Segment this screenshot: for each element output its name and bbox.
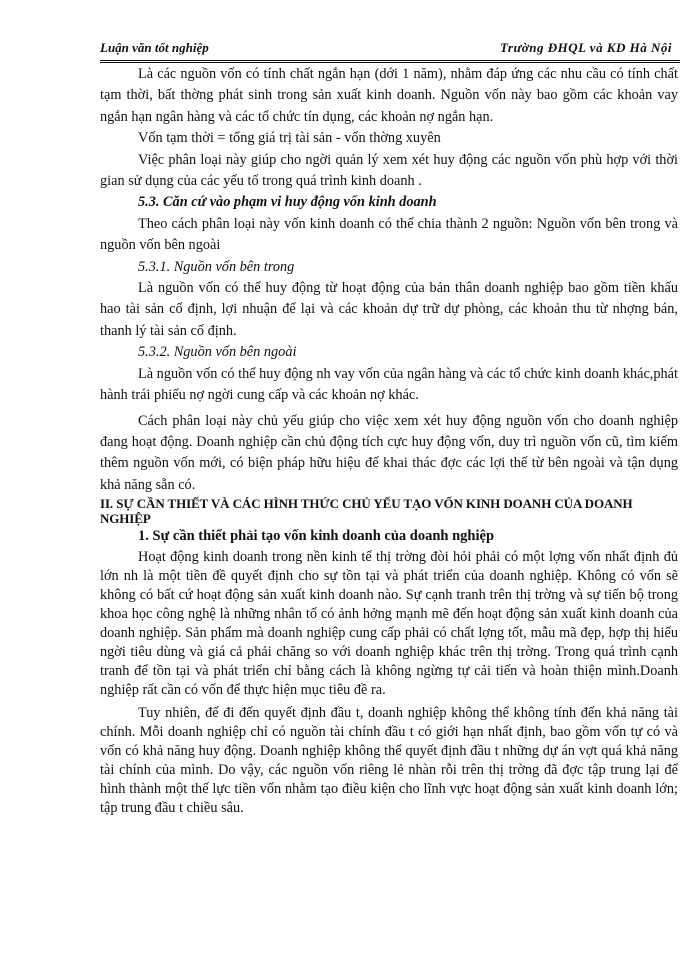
paragraph-necessity-of-capital: Hoạt động kinh doanh trong nền kinh tế thị trờng đòi hỏi phải có một lợng vốn nhất định đủ lớn nh là một tiền đề quyết định cho sự tồn tại và phát triển của doanh nghiệp. Không có vốn sẽ không có bất cứ hoạt động sản xuất kinh doanh nào. Sự cạnh tranh trên thị trờng và sự tiến bộ trong khoa học công nghệ là những nhân tố có ảnh hởng mạnh mẽ đến hoạt động sản xuất kinh doanh của doanh nghiệp. Sản phẩm mà doanh nghiệp cung cấp phải có chất lợng tốt, mẫu mã đẹp, hợp thị hiếu ngời tiêu dùng và giá cả phải chăng so với doanh nghiệp khác trên thị trờng. Trong quá trình cạnh tranh để tồn tại và phát triển chỉ bằng cách là không ngừng tự cải tiến và hoàn thiện mình.Doanh nghiệp rất cần có vốn để thực hiện mục tiêu đề ra. [100,548,678,698]
subsection-heading-5-3-2: 5.3.2. Nguồn vốn bên ngoài [138,344,297,361]
paragraph-internal-capital: Là nguồn vốn có thể huy động từ hoạt động của bản thân doanh nghiệp bao gồm tiền khấu hao tài sản cố định, lợi nhuận để lại và các khoản dự trữ dự phòng, các khoản thu từ nhợng bán, thanh lý tài sản cố định. [100,280,678,339]
paragraph-classification-purpose: Việc phân loại này giúp cho ngời quản lý xem xét huy động các nguồn vốn phù hợp với thời gian sử dụng của các yếu tố trong quá trình kinh doanh . [100,151,678,190]
formula-temporary-capital: Vốn tạm thời = tổng giá trị tài sản - vốn thờng xuyên [138,130,441,147]
paragraph-classification-benefit: Cách phân loại này chủ yếu giúp cho việc xem xét huy động nguồn vốn cho doanh nghiệp đang hoạt động. Doanh nghiệp cần chủ động tích cực huy động vốn, duy trì nguồn vốn cũ, tìm kiếm thêm nguồn vốn mới, có biện pháp hữu hiệu để khai thác đợc các lợi thế từ bên ngoài và tận dụng khả năng sẵn có. [100,412,678,493]
paragraph-two-sources: Theo cách phân loại này vốn kinh doanh có thể chia thành 2 nguồn: Nguồn vốn bên trong và nguồn vốn bên ngoài [100,215,678,254]
subsection-heading-5-3-1: 5.3.1. Nguồn vốn bên trong [138,258,295,275]
document-body [100,64,678,818]
page-header [100,40,680,63]
header-school-label: Trường ĐHQL và KD Hà Nội [499,40,672,55]
paragraph-external-capital: Là nguồn vốn có thể huy động nh vay vốn của ngân hàng và các tổ chức kinh doanh khác,phát hành trái phiếu nợ ngời cung cấp và các khoản nợ khác. [100,365,678,404]
chapter-heading-II: II. SỰ CẦN THIẾT VÀ CÁC HÌNH THỨC CHỦ YẾU TẠO VỐN KINH DOANH CỦA DOANH NGHIỆP [100,496,633,527]
paragraph-short-term-capital: Là các nguồn vốn có tính chất ngắn hạn (dới 1 năm), nhằm đáp ứng các nhu cầu có tính chất tạm thời, bất thờng phát sinh trong sản xuất kinh doanh. Nguồn vốn này bao gồm các khoản vay ngắn hạn ngân hàng và các tổ chức tín dụng, các khoản nợ ngắn hạn. [100,66,678,125]
paragraph-financial-capacity: Tuy nhiên, để đi đến quyết định đầu t, doanh nghiệp không thể không tính đến khả năng tài chính. Mỗi doanh nghiệp chỉ có nguồn tài chính đầu t có giới hạn nhất định, bao gồm vốn tự có và vốn có khả năng huy động. Doanh nghiệp không thể quyết định đầu t những dự án vợt quá khả năng tài chính của mình. Do vậy, các nguồn vốn riêng lẻ nhàn rỗi trên thị trờng đã đợc tập trung lại để hình thành một thế lực tiền vốn nhằm tạo điều kiện cho lĩnh vực hoạt động sản xuất kinh doanh lớn; tập trung đầu t chiều sâu. [100,704,678,816]
section-heading-5-3: 5.3. Căn cứ vào phạm vi huy động vốn kinh doanh [138,194,437,211]
section-heading-1: 1. Sự cần thiết phải tạo vốn kinh doanh của doanh nghiệp [138,528,495,545]
header-thesis-label: Luận văn tốt nghiệp [100,40,209,55]
